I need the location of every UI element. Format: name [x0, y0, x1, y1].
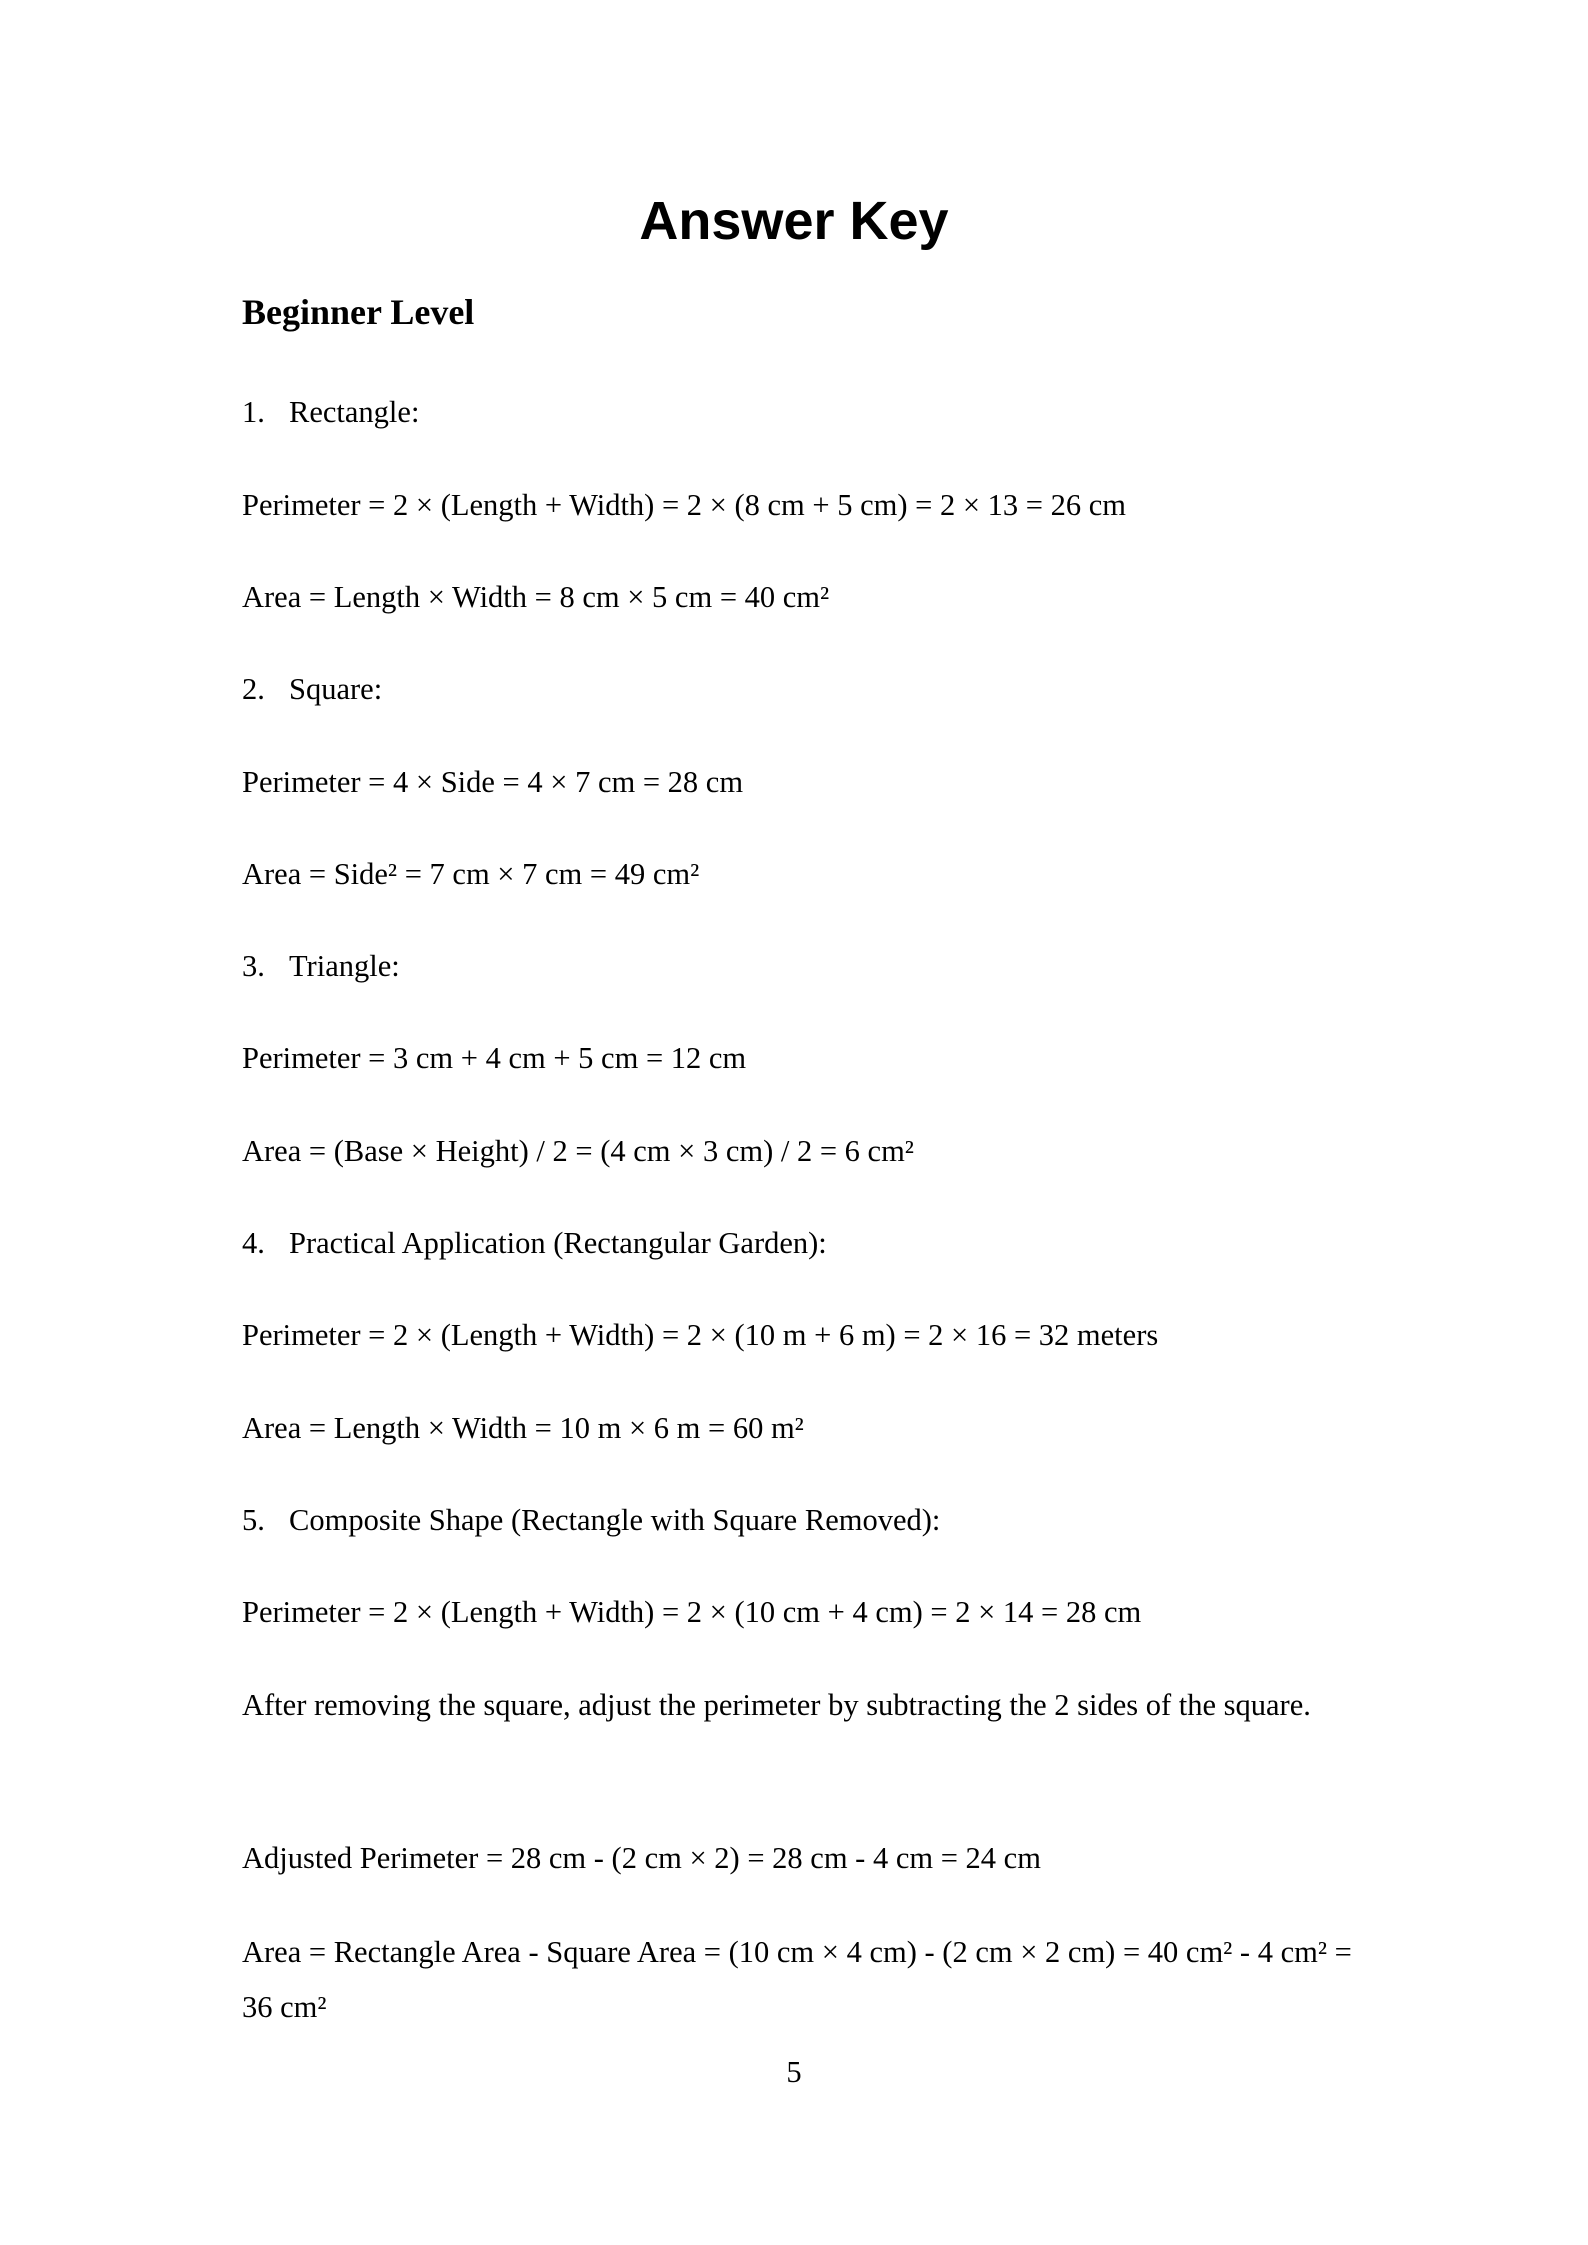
- answer-line: Perimeter = 2 × (Length + Width) = 2 × (10 m + 6 m) = 2 × 16 = 32 meters: [242, 1318, 1159, 1352]
- answer-line: After removing the square, adjust the perimeter by subtracting the 2 sides of the square.: [242, 1688, 1311, 1722]
- answer-line: Perimeter = 2 × (Length + Width) = 2 × (10 cm + 4 cm) = 2 × 14 = 28 cm: [242, 1595, 1142, 1629]
- answer-line: Perimeter = 3 cm + 4 cm + 5 cm = 12 cm: [242, 1041, 747, 1075]
- item-heading: [242, 1493, 1352, 1548]
- item-number: 2.: [242, 672, 265, 706]
- answer-line: Area = Length × Width = 10 m × 6 m = 60 m²: [242, 1411, 804, 1445]
- answer-line: Adjusted Perimeter = 28 cm - (2 cm × 2) = 28 cm - 4 cm = 24 cm: [242, 1841, 1041, 1875]
- item-heading: [242, 939, 1352, 994]
- answer-line: Area = Rectangle Area - Square Area = (10 cm × 4 cm) - (2 cm × 2 cm) = 40 cm² - 4 cm² = 36 cm²: [242, 1935, 1352, 2024]
- page-title: Answer Key: [639, 191, 949, 251]
- item-number: 4.: [242, 1226, 265, 1260]
- item-number: 3.: [242, 949, 265, 983]
- answer-line: Perimeter = 4 × Side = 4 × 7 cm = 28 cm: [242, 765, 744, 799]
- item-title: Square:: [289, 672, 383, 706]
- answer-line: Area = Side² = 7 cm × 7 cm = 49 cm²: [242, 857, 700, 891]
- item-heading: [242, 662, 1352, 717]
- item-title: Rectangle:: [289, 395, 420, 429]
- item-title: Composite Shape (Rectangle with Square Removed):: [289, 1503, 941, 1537]
- item-heading: [242, 385, 1352, 440]
- answer-line: Area = Length × Width = 8 cm × 5 cm = 40 cm²: [242, 580, 830, 614]
- item-number: 1.: [242, 395, 265, 429]
- answer-line: Perimeter = 2 × (Length + Width) = 2 × (8 cm + 5 cm) = 2 × 13 = 26 cm: [242, 488, 1127, 522]
- answer-line: Area = (Base × Height) / 2 = (4 cm × 3 cm) / 2 = 6 cm²: [242, 1134, 914, 1168]
- item-number: 5.: [242, 1503, 265, 1537]
- section-heading: Beginner Level: [242, 292, 475, 332]
- item-title: Practical Application (Rectangular Garden):: [289, 1226, 827, 1260]
- item-title: Triangle:: [289, 949, 400, 983]
- page-number: 5: [786, 2055, 802, 2089]
- item-heading: [242, 1216, 1352, 1271]
